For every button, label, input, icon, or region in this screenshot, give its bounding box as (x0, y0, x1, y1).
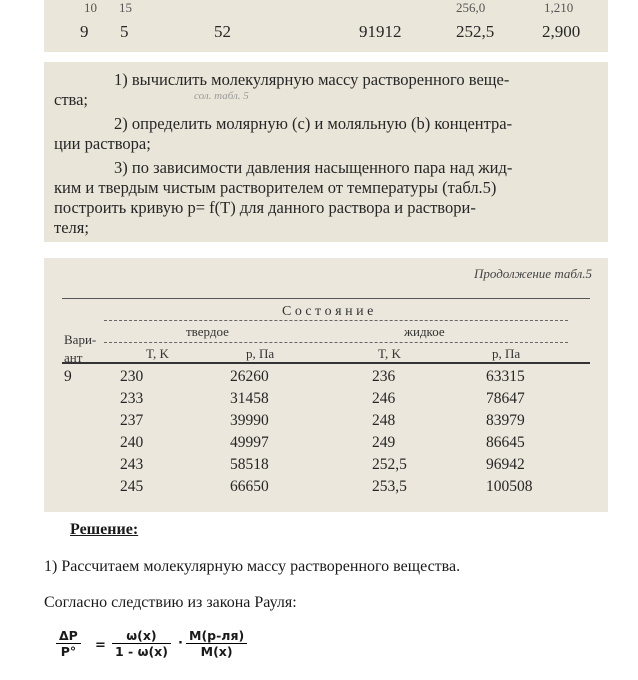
table-cell: 253,5 (372, 478, 407, 495)
formula-dot: · (178, 636, 183, 651)
variant-value: 9 (64, 368, 72, 385)
formula-lhs-num: ΔP (56, 628, 81, 644)
formula-lhs (56, 628, 81, 659)
table-cell: 78647 (486, 390, 525, 407)
task-item-3-cont: теля; (54, 218, 89, 237)
table-cell: 96942 (486, 456, 525, 473)
table-cell: 248 (372, 412, 396, 429)
cut-text: 10 (84, 0, 97, 15)
solid-header: твердое (186, 324, 229, 339)
table-cell: 236 (372, 368, 396, 385)
column-header: p, Па (246, 346, 275, 361)
table-cell: 249 (372, 434, 396, 451)
task-item-2-cont: ции раствора; (54, 134, 151, 153)
table-cell: 58518 (230, 456, 269, 473)
task-item-2: 2) определить молярную (c) и моляльную (b) концентра- (114, 114, 513, 133)
table-cell: 86645 (486, 434, 525, 451)
top-cell: 52 (214, 22, 231, 41)
top-cell: 5 (120, 22, 129, 41)
formula-equals: = (95, 638, 106, 653)
table-cell: 245 (120, 478, 144, 495)
table-cell: 100508 (486, 478, 533, 495)
task-item-3-cont: построить кривую p= f(T) для данного раствора и раствори- (54, 198, 476, 217)
table-cell: 26260 (230, 368, 269, 385)
table-cell: 31458 (230, 390, 269, 407)
top-cell: 9 (80, 22, 89, 41)
table-cell: 240 (120, 434, 144, 451)
rault-law-intro: Согласно следствию из закона Рауля: (44, 594, 297, 611)
task-item-3-cont: ким и твердым чистым растворителем от температуры (табл.5) (54, 178, 497, 197)
table-cell: 49997 (230, 434, 269, 451)
table-cell: 243 (120, 456, 144, 473)
column-header: p, Па (492, 346, 521, 361)
cut-text: 15 (119, 0, 132, 15)
column-header: T, K (146, 346, 169, 361)
table-rule (62, 298, 590, 299)
liquid-header: жидкое (404, 324, 445, 339)
variant-header: ант (64, 350, 83, 365)
variant-header: Вари- (64, 332, 97, 347)
top-cell: 2,900 (542, 22, 581, 41)
formula-f2-num: M(р-ля) (186, 628, 247, 644)
table-cell: 66650 (230, 478, 269, 495)
formula-f2-den: M(x) (200, 644, 233, 659)
task-item-1: 1) вычислить молекулярную массу растворенного веще- (114, 70, 510, 89)
table-cell: 246 (372, 390, 396, 407)
cut-text: 256,0 (456, 0, 486, 15)
table-cell: 237 (120, 412, 144, 429)
formula-f1-den: 1 - ω(x) (115, 644, 168, 659)
table-cell: 252,5 (372, 456, 407, 473)
table-cell: 63315 (486, 368, 525, 385)
top-cell: 91912 (359, 22, 402, 41)
column-header: T, K (378, 346, 401, 361)
state-header: С о с т о я н и е (282, 304, 374, 319)
formula-fraction-2 (186, 628, 247, 659)
table-continuation-label: Продолжение табл.5 (474, 266, 592, 281)
scan-fragment-table (44, 258, 608, 512)
scan-fragment-task (44, 62, 608, 242)
pencil-note: сол. табл. 5 (194, 90, 249, 102)
table-cell: 39990 (230, 412, 269, 429)
formula-lhs-den: P° (60, 644, 77, 659)
formula-fraction-1 (112, 628, 171, 659)
table-rule (104, 320, 568, 321)
solution-step-1: 1) Рассчитаем молекулярную массу растворенного вещества. (44, 558, 461, 575)
task-item-3: 3) по зависимости давления насыщенного пара над жид- (114, 158, 513, 177)
table-cell: 230 (120, 368, 144, 385)
formula-f1-num: ω(x) (112, 628, 171, 644)
table-rule (62, 362, 590, 364)
scan-fragment-top (44, 0, 608, 52)
table-cell: 233 (120, 390, 144, 407)
table-rule (104, 342, 568, 343)
solution-heading: Решение: (70, 521, 139, 538)
top-cell: 252,5 (456, 22, 495, 41)
table-cell: 83979 (486, 412, 525, 429)
task-item-1-cont: ства; (54, 90, 89, 109)
cut-text: 1,210 (544, 0, 574, 15)
